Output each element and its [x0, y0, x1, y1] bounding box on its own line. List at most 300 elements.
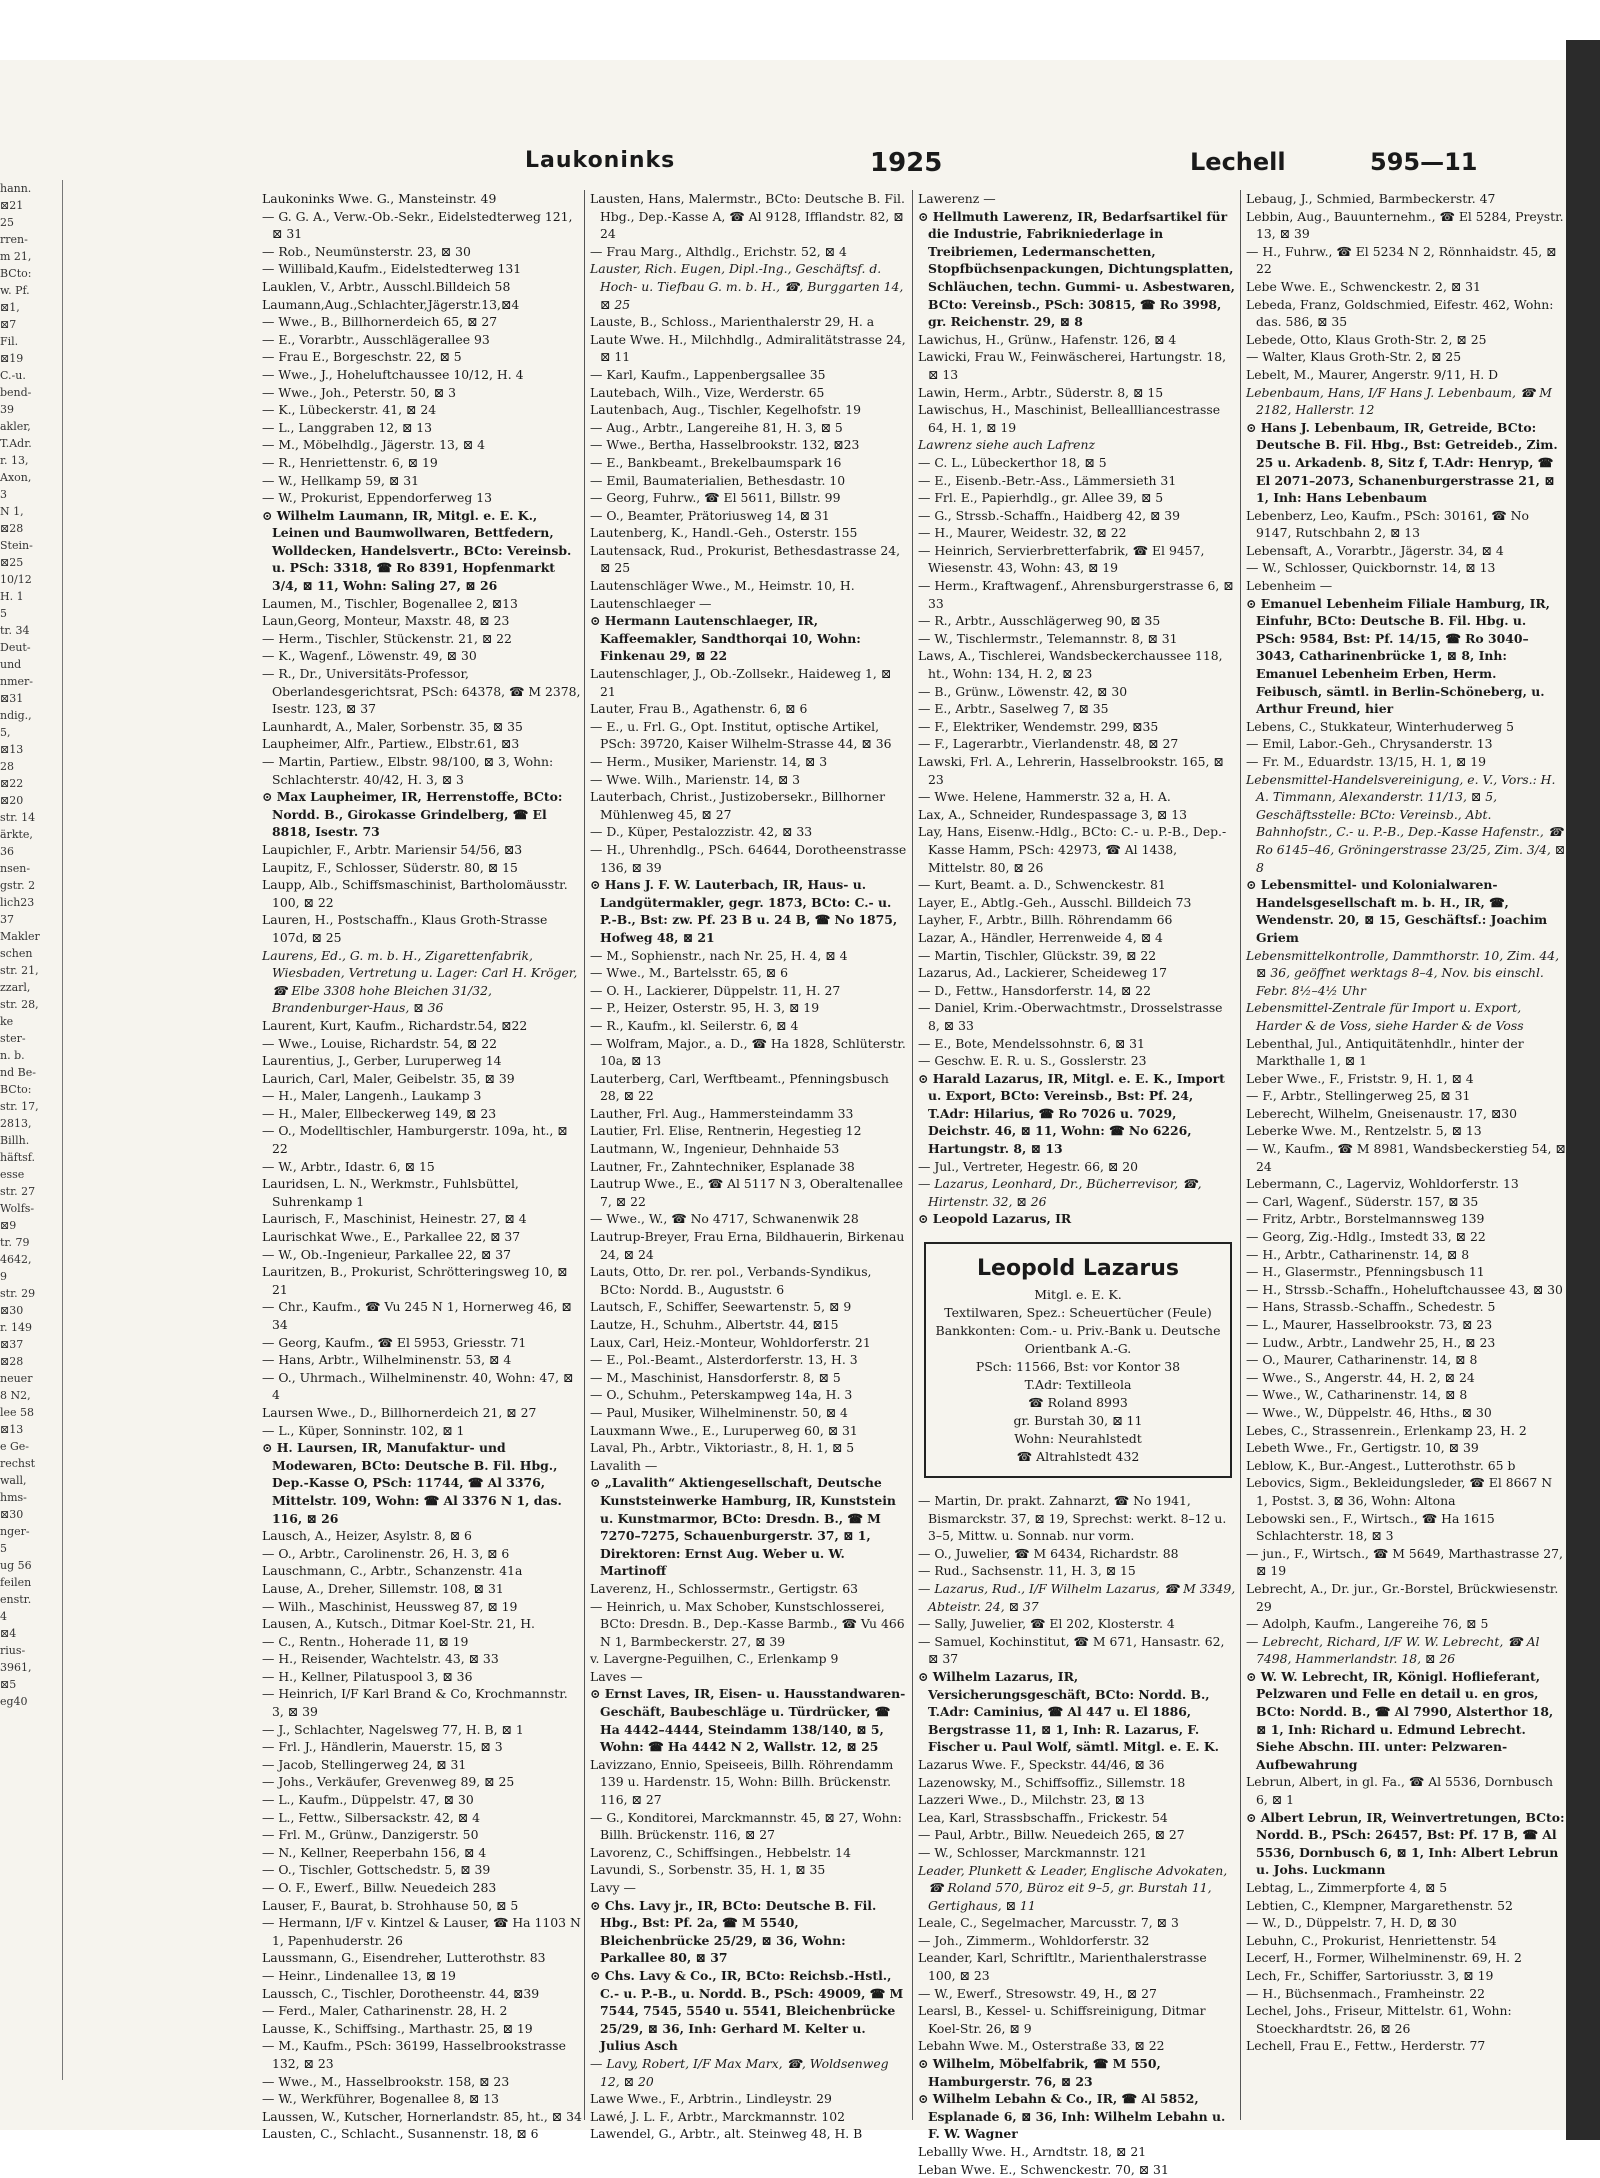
directory-entry: — Lebrecht, Richard, I/F W. W. Lebrecht, ☎ Al 7498, Hammerlandstr. 18, ⊠ 26: [1246, 1633, 1540, 1667]
fragment-line: Deut-: [0, 641, 31, 654]
directory-entry: Leballly Wwe. H., Arndtstr. 18, ⊠ 21: [918, 2144, 1147, 2159]
fragment-line: Billh.: [0, 1134, 30, 1147]
directory-entry: Lausse, K., Schiffsing., Marthastr. 25, ⊠ 19: [262, 2020, 533, 2036]
page-gutter-line: [62, 180, 63, 2080]
directory-entry: Lautenschlaeger —: [590, 595, 712, 611]
directory-entry: — Wwe., J., Hoheluftchaussee 10/12, H. 4: [262, 366, 524, 382]
column-rule: [1240, 190, 1241, 2120]
directory-entry: — H., Fuhrw., ☎ El 5234 N 2, Rönnhaidstr. 45, ⊠ 22: [1246, 243, 1557, 277]
directory-entry: — L., Kaufm., Düppelstr. 47, ⊠ 30: [262, 1792, 474, 1808]
directory-entry: — Wwe., Bertha, Hasselbrookstr. 132, ⊠23: [590, 437, 860, 453]
directory-entry: — jun., F., Wirtsch., ☎ M 5649, Marthastrasse 27, ⊠ 19: [1246, 1545, 1564, 1579]
ad-line: Wohn: Neurahlstedt: [1014, 1431, 1142, 1447]
directory-entry: Lecerf, H., Former, Wilhelminenstr. 69, H. 2: [1246, 1950, 1522, 1966]
fragment-line: n. b.: [0, 1049, 25, 1062]
fragment-line: nmer-: [0, 675, 33, 688]
fragment-line: tr. 79: [0, 1236, 30, 1249]
fragment-line: rren-: [0, 233, 28, 246]
directory-entry: Laval, Ph., Arbtr., Viktoriastr., 8, H. 1, ⊠ 5: [590, 1440, 855, 1456]
directory-entry: — K., Lübeckerstr. 41, ⊠ 24: [262, 402, 437, 418]
fragment-line: 39: [0, 403, 14, 416]
directory-entry: — J., Schlachter, Nagelsweg 77, H. B, ⊠ 1: [262, 1721, 524, 1737]
directory-entry: — Wwe., M., Hasselbrookstr. 158, ⊠ 23: [262, 2073, 510, 2089]
directory-entry: Lauts, Otto, Dr. rer. pol., Verbands-Syndikus, BCto: Nordd. B., Auguststr. 6: [590, 1264, 872, 1297]
directory-entry: Lautenschläger Wwe., M., Heimstr. 10, H.: [590, 578, 855, 594]
directory-entry: — H., Uhrenhdlg., PSch. 64644, Dorotheenstrasse 136, ⊠ 39: [590, 841, 907, 875]
directory-entry: Lay, Hans, Eisenw.-Hdlg., BCto: C.- u. P.-B., Dep.-Kasse Hamm, PSch: 42973, ☎ Al 1438, Mittelstr. 80, ⊠ 26: [918, 824, 1227, 875]
fragment-line: rius-: [0, 1644, 26, 1657]
fragment-line: str. 14: [0, 811, 36, 824]
directory-entry: ⊙ Leopold Lazarus, IR: [918, 1211, 1072, 1227]
header-left-word: Laukoninks: [525, 148, 676, 173]
directory-entry: ⊙ Max Laupheimer, IR, Herrenstoffe, BCto: Nordd. B., Girokasse Grindelberg, ☎ El 8818, Isestr. 73: [262, 789, 563, 840]
directory-entry: Lazenowsky, M., Schiffsoffiz., Sillemstr. 18: [918, 1774, 1186, 1790]
directory-entry: ⊙ Wilhelm Laumann, IR, Mitgl. e. E. K., Leinen und Baumwollwaren, Bettfedern, Wolldecken, Handelsvertr., BCto: Vereinsb. u. PSch: 3318, ☎ Ro 8391, Hopfenmarkt 3/4, ⊠ 11, Wohn: Saling 27, ⊠ 26: [262, 507, 572, 594]
fragment-line: BCto:: [0, 267, 32, 280]
directory-entry: Lavy —: [590, 1880, 636, 1895]
directory-entry: — Lazarus, Leonhard, Dr., Bücherrevisor, ☎, Hirtenstr. 32, ⊠ 26: [918, 1176, 1202, 1209]
directory-entry: — E., Bankbeamt., Brekelbaumspark 16: [590, 454, 842, 470]
directory-entry: — Hans, Arbtr., Wilhelminenstr. 53, ⊠ 4: [262, 1352, 512, 1368]
fragment-line: ⊠1,: [0, 301, 20, 314]
directory-entry: — R., Dr., Universitäts-Professor, Oberlandesgerichtsrat, PSch: 64378, ☎ M 2378, Isestr. 123, ⊠ 37: [262, 666, 581, 717]
fragment-line: wall,: [0, 1474, 27, 1487]
directory-entry: Lebenthal, Jul., Antiquitätenhdlr., hinter der Markthalle 1, ⊠ 1: [1246, 1035, 1524, 1069]
directory-entry: Lebbin, Aug., Bauunternehm., ☎ El 5284, Preystr. 13, ⊠ 39: [1246, 208, 1564, 242]
fragment-line: ⊠19: [0, 352, 24, 365]
fragment-line: hms-: [0, 1491, 27, 1504]
directory-entry: Lebenbaum, Hans, I/F Hans J. Lebenbaum, ☎ M 2182, Hallerstr. 12: [1246, 384, 1552, 418]
fragment-line: nger-: [0, 1525, 30, 1538]
directory-entry: — Wwe., Louise, Richardstr. 54, ⊠ 22: [262, 1035, 497, 1051]
directory-entry: — Kurt, Beamt. a. D., Schwenckestr. 81: [918, 877, 1166, 893]
directory-entry: Laussmann, G., Eisendreher, Lutterothstr. 83: [262, 1950, 546, 1966]
directory-entry: — Herm., Kraftwagenf., Ahrensburgerstrasse 6, ⊠ 33: [918, 578, 1234, 611]
directory-entry: Laves —: [590, 1668, 643, 1684]
fragment-line: esse: [0, 1168, 25, 1181]
fragment-line: 9: [0, 1270, 7, 1283]
fragment-line: ⊠37: [0, 1338, 24, 1351]
fragment-line: H. 1: [0, 590, 24, 603]
directory-entry: — Walter, Klaus Groth-Str. 2, ⊠ 25: [1246, 349, 1462, 365]
fragment-line: w. Pf.: [0, 284, 30, 297]
directory-entry: Lebrun, Albert, in gl. Fa., ☎ Al 5536, Dornbusch 6, ⊠ 1: [1246, 1774, 1553, 1808]
directory-entry: ⊙ „Lavalith“ Aktiengesellschaft, Deutsche Kunststeinwerke Hamburg, IR, Kunststein u. Kunstmarmor, BCto: Dresdn. B., ☎ M 7270–7275, Schauenburgerstr. 37, ⊠ 1, Direktoren: Ernst Aug. Weber u. W. Martinoff: [590, 1475, 896, 1579]
previous-page-fragment: [0, 180, 50, 2070]
directory-entry: — H., Büchsenmach., Framheinstr. 22: [1246, 1985, 1485, 2001]
fragment-line: bend-: [0, 386, 32, 399]
directory-entry: — Sally, Juwelier, ☎ El 202, Klosterstr. 4: [918, 1616, 1175, 1632]
fragment-line: N 1,: [0, 505, 24, 518]
header-right-word: Lechell: [1190, 148, 1286, 176]
ad-line: Mitgl. e. E. K.: [1034, 1287, 1122, 1303]
directory-entry: — Wwe., W., ☎ No 4717, Schwanenwik 28: [590, 1211, 859, 1227]
fragment-line: ⊠4: [0, 1627, 17, 1640]
directory-entry: — D., Fettw., Hansdorferstr. 14, ⊠ 22: [918, 982, 1151, 998]
page-number: 595—11: [1370, 148, 1478, 176]
directory-entry: — Wwe., M., Bartelsstr. 65, ⊠ 6: [590, 965, 788, 981]
directory-entry: — Wwe., S., Angerstr. 44, H. 2, ⊠ 24: [1246, 1369, 1475, 1385]
directory-entry: — M., Kaufm., PSch: 36199, Hasselbrookstrasse 132, ⊠ 23: [262, 2038, 566, 2071]
fragment-line: C.-u.: [0, 369, 26, 382]
directory-entry: Lebensaft, A., Vorarbtr., Jägerstr. 34, ⊠ 4: [1246, 542, 1504, 558]
fragment-line: gstr. 2: [0, 879, 36, 892]
directory-entry: — B., Grünw., Löwenstr. 42, ⊠ 30: [918, 683, 1128, 699]
directory-entry: Lauritzen, B., Prokurist, Schrötteringsweg 10, ⊠ 21: [262, 1264, 568, 1297]
directory-entry: Laukoninks Wwe. G., Mansteinstr. 49: [262, 191, 497, 206]
directory-entry: Lautenbach, Aug., Tischler, Kegelhofstr. 19: [590, 402, 861, 418]
directory-entry: Layer, E., Abtlg.-Geh., Ausschl. Billdeich 73: [918, 894, 1192, 910]
directory-entry: — Fritz, Arbtr., Borstelmannsweg 139: [1246, 1211, 1485, 1227]
directory-entry: Laurent, Kurt, Kaufm., Richardstr.54, ⊠22: [262, 1017, 528, 1033]
directory-entry: — L., Fettw., Silbersackstr. 42, ⊠ 4: [262, 1809, 480, 1825]
directory-entry: — Herm., Musiker, Marienstr. 14, ⊠ 3: [590, 754, 828, 769]
directory-entry: Leblow, K., Bur.-Angest., Lutterothstr. 65 b: [1246, 1457, 1516, 1473]
directory-entry: — C., Rentn., Hoherade 11, ⊠ 19: [262, 1633, 469, 1649]
directory-entry: ⊙ Harald Lazarus, IR, Mitgl. e. E. K., Import u. Export, BCto: Vereinsb., Bst: Pf. 24, T.Adr: Hilarius, ☎ Ro 7026 u. 7029, Deichstr. 46, ⊠ 11, Wohn: ☎ No 6226, Hartungstr. 8, ⊠ 13: [918, 1070, 1225, 1157]
scan-edge: [1566, 40, 1600, 2140]
directory-entry: Lawichus, H., Grünw., Hafenstr. 126, ⊠ 4: [918, 331, 1177, 347]
fragment-line: lee 58: [0, 1406, 35, 1419]
directory-entry: Lautsch, F., Schiffer, Seewartenstr. 5, ⊠ 9: [590, 1299, 852, 1315]
directory-entry: — H., Strssb.-Schaffn., Hoheluftchaussee 43, ⊠ 30: [1246, 1281, 1563, 1297]
directory-entry: Lausten, C., Schlacht., Susannenstr. 18, ⊠ 6: [262, 2126, 539, 2142]
fragment-line: r. 149: [0, 1321, 33, 1334]
directory-entry: Lauster, Rich. Eugen, Dipl.-Ing., Geschäftsf. d. Hoch- u. Tiefbau G. m. b. H., ☎, Burggarten 14, ⊠ 25: [590, 261, 904, 312]
directory-entry: ⊙ Hans J. Lebenbaum, IR, Getreide, BCto: Deutsche B. Fil. Hbg., Bst: Getreideb., Zim. 25 u. Arkadenb. 8, Sitz f, T.Adr: Henryp, ☎ El 2071–2073, Schanenburgerstrasse 21, ⊠ 1, Inh: Hans Lebenbaum: [1246, 419, 1558, 506]
advertisement-box: [924, 1242, 1232, 1478]
fragment-line: schen: [0, 947, 33, 960]
fragment-line: tr. 34: [0, 624, 30, 637]
directory-entry: — O., Beamter, Prätoriusweg 14, ⊠ 31: [590, 507, 830, 523]
directory-entry: — E., Vorarbtr., Ausschlägerallee 93: [262, 331, 490, 347]
fragment-line: ⊠20: [0, 794, 24, 807]
directory-entry: Lauter, Frau B., Agathenstr. 6, ⊠ 6: [590, 701, 808, 717]
directory-entry: ⊙ Hermann Lautenschlaeger, IR, Kaffeemakler, Sandthorqai 10, Wohn: Finkenau 29, ⊠ 22: [590, 613, 861, 664]
fragment-line: 36: [0, 845, 14, 858]
directory-entry: — Frl. J., Händlerin, Mauerstr. 15, ⊠ 3: [262, 1739, 503, 1755]
directory-column-1: [262, 190, 582, 2142]
directory-entry: Lauterberg, Carl, Werftbeamt., Pfenningsbusch 28, ⊠ 22: [590, 1070, 889, 1104]
directory-entry: Lebaug, J., Schmied, Barmbeckerstr. 47: [1246, 191, 1496, 206]
directory-entry: Lautenschlager, J., Ob.-Zollsekr., Haideweg 1, ⊠ 21: [590, 666, 892, 699]
directory-entry: — W., Werkführer, Bogenallee 8, ⊠ 13: [262, 2091, 500, 2107]
directory-entry: Lebowski sen., F., Wirtsch., ☎ Ha 1615 Schlachterstr. 18, ⊠ 3: [1246, 1510, 1495, 1544]
directory-entry: Lea, Karl, Strassbschaffn., Frickestr. 54: [918, 1809, 1168, 1825]
directory-entry: Lauste, B., Schloss., Marienthalerstr 29, H. a: [590, 314, 875, 330]
directory-entry: Lauxmann Wwe., E., Luruperweg 60, ⊠ 31: [590, 1422, 858, 1438]
directory-entry: — O., Schuhm., Peterskampweg 14a, H. 3: [590, 1387, 853, 1403]
directory-column-3: [918, 190, 1238, 2177]
fragment-line: Stein-: [0, 539, 33, 552]
directory-entry: — H., Arbtr., Catharinenstr. 14, ⊠ 8: [1246, 1246, 1470, 1262]
directory-entry: — Rud., Sachsenstr. 11, H. 3, ⊠ 15: [918, 1563, 1136, 1579]
directory-entry: Lawski, Frl. A., Lehrerin, Hasselbrookstr. 165, ⊠ 23: [918, 754, 1224, 787]
fragment-line: str. 17,: [0, 1100, 39, 1113]
directory-entry: — Martin, Dr. prakt. Zahnarzt, ☎ No 1941, Bismarckstr. 37, ⊠ 19, Sprechst: werkt. 8–12 u. 3–5, Mittw. u. Sonnab. nur vorm.: [918, 1493, 1227, 1544]
directory-entry: Lech, Fr., Schiffer, Sartoriusstr. 3, ⊠ 19: [1246, 1967, 1494, 1983]
directory-entry: ⊙ Lebensmittel- und Kolonialwaren-Handelsgesellschaft m. b. H., IR, ☎, Wendenstr. 20, ⊠ 15, Geschäftsf.: Joachim Griem: [1246, 877, 1548, 945]
fragment-line: 5: [0, 607, 7, 620]
directory-entry: ⊙ Chs. Lavy jr., IR, BCto: Deutsche B. Fil. Hbg., Bst: Pf. 2a, ☎ M 5540, Bleichenbrücke 25/29, ⊠ 36, Wohn: Parkallee 80, ⊠ 37: [590, 1897, 877, 1966]
column-rule: [584, 190, 585, 2120]
column-rule: [912, 190, 913, 2120]
directory-entry: Lebenberz, Leo, Kaufm., PSch: 30161, ☎ No 9147, Rutschbahn 2, ⊠ 13: [1246, 507, 1529, 541]
fragment-line: ke: [0, 1015, 14, 1028]
directory-entry: Lebtien, C., Klempner, Margarethenstr. 52: [1246, 1897, 1513, 1913]
directory-entry: — L., Maurer, Hasselbrookstr. 73, ⊠ 23: [1246, 1317, 1493, 1332]
ad-title: Leopold Lazarus: [977, 1256, 1179, 1282]
directory-entry: — Paul, Musiker, Wilhelminenstr. 50, ⊠ 4: [590, 1404, 848, 1420]
directory-entry: Lavundi, S., Sorbenstr. 35, H. 1, ⊠ 35: [590, 1862, 826, 1878]
directory-entry: Lawendel, G., Arbtr., alt. Steinweg 48, H. B: [590, 2126, 863, 2142]
directory-entry: — Wwe. Wilh., Marienstr. 14, ⊠ 3: [590, 771, 801, 787]
ad-line: Bankkonten: Com.- u. Priv.-Bank u. Deutsche Orientbank A.-G.: [935, 1323, 1221, 1357]
fragment-line: ster-: [0, 1032, 26, 1045]
directory-entry: — H., Kellner, Pilatuspool 3, ⊠ 36: [262, 1668, 473, 1684]
fragment-line: 5,: [0, 726, 11, 739]
fragment-line: eg40: [0, 1695, 28, 1708]
directory-entry: Lautrup-Breyer, Frau Erna, Bildhauerin, Birkenau 24, ⊠ 24: [590, 1229, 905, 1262]
directory-entry: Lauterbach, Christ., Justizobersekr., Billhorner Mühlenweg 45, ⊠ 27: [590, 789, 886, 822]
directory-entry: ⊙ Emanuel Lebenheim Filiale Hamburg, IR, Einfuhr, BCto: Deutsche B. Fil. Hbg. u. PSch: 9584, Bst: Pf. 14/15, ☎ Ro 3040–3043, Catharinenbrücke 1, ⊠ 8, Inh: Emanuel Lebenheim Erben, Herm. Feibusch, sämtl. in Berlin-Schöneberg, u. Arthur Freund, hier: [1246, 595, 1550, 717]
directory-entry: — Fr. M., Eduardstr. 13/15, H. 1, ⊠ 19: [1246, 754, 1486, 769]
directory-entry: — K., Wagenf., Löwenstr. 49, ⊠ 30: [262, 648, 477, 664]
directory-entry: — D., Küper, Pestalozzistr. 42, ⊠ 33: [590, 824, 813, 840]
directory-entry: — Wwe., Joh., Peterstr. 50, ⊠ 3: [262, 384, 457, 400]
directory-entry: — O., Maurer, Catharinenstr. 14, ⊠ 8: [1246, 1352, 1478, 1368]
directory-entry: — Martin, Partiew., Elbstr. 98/100, ⊠ 3, Wohn: Schlachterstr. 40/42, H. 3, ⊠ 3: [262, 754, 554, 787]
directory-entry: Lebensmittel-Zentrale für Import u. Export, Harder & de Voss, siehe Harder & de Voss: [1246, 1000, 1524, 1033]
column-3-upper: [918, 190, 1238, 1228]
directory-entry: — Georg, Zig.-Hdlg., Imstedt 33, ⊠ 22: [1246, 1229, 1486, 1245]
fragment-line: ⊠9: [0, 1219, 17, 1232]
ad-line: ☎ Roland 8993: [1028, 1395, 1128, 1411]
directory-entry: ⊙ Ernst Laves, IR, Eisen- u. Hausstandwaren-Geschäft, Baubeschläge u. Türdrücker, ☎ Ha 4442–4444, Steindamm 138/140, ⊠ 5, Wohn: ☎ Ha 4442 N 2, Wallstr. 12, ⊠ 25: [590, 1686, 906, 1755]
directory-entry: Laute Wwe. H., Milchhdlg., Admiralitätstrasse 24, ⊠ 11: [590, 331, 906, 365]
fragment-line: häftsf.: [0, 1151, 35, 1164]
directory-entry: Laurischkat Wwe., E., Parkallee 22, ⊠ 37: [262, 1229, 521, 1245]
fragment-line: akler,: [0, 420, 31, 433]
directory-entry: Lebuhn, C., Prokurist, Henriettenstr. 54: [1246, 1932, 1497, 1948]
directory-entry: Leale, C., Segelmacher, Marcusstr. 7, ⊠ 3: [918, 1915, 1179, 1931]
directory-entry: Lautrup Wwe., E., ☎ Al 5117 N 3, Oberaltenallee 7, ⊠ 22: [590, 1176, 903, 1209]
directory-entry: Lautner, Fr., Zahntechniker, Esplanade 38: [590, 1158, 855, 1174]
directory-entry: — Chr., Kaufm., ☎ Vu 245 N 1, Hornerweg 46, ⊠ 34: [262, 1299, 572, 1332]
fragment-line: ⊠7: [0, 318, 17, 331]
directory-entry: — G., Strssb.-Schaffn., Haidberg 42, ⊠ 39: [918, 507, 1181, 523]
directory-entry: — Hans, Strassb.-Schaffn., Schedestr. 5: [1246, 1299, 1496, 1315]
directory-entry: Lautensack, Rud., Prokurist, Bethesdastrasse 24, ⊠ 25: [590, 542, 901, 576]
directory-entry: — Willibald,Kaufm., Eidelstedterweg 131: [262, 261, 522, 277]
fragment-line: lich23: [0, 896, 35, 909]
directory-entry: — O., Arbtr., Carolinenstr. 26, H. 3, ⊠ 6: [262, 1545, 510, 1561]
directory-entry: — M., Möbelhdlg., Jägerstr. 13, ⊠ 4: [262, 437, 485, 453]
directory-entry: Lavorenz, C., Schiffsingen., Hebbelstr. 14: [590, 1844, 851, 1860]
directory-entry: — Frl. E., Papierhdlg., gr. Allee 39, ⊠ 5: [918, 490, 1164, 506]
directory-entry: — Herm., Tischler, Stückenstr. 21, ⊠ 22: [262, 630, 512, 646]
fragment-line: neuer: [0, 1372, 33, 1385]
fragment-line: Fil.: [0, 335, 19, 348]
directory-entry: Laupitz, F., Schlosser, Süderstr. 80, ⊠ 15: [262, 859, 518, 875]
directory-entry: Lawe Wwe., F., Arbtrin., Lindleystr. 29: [590, 2091, 832, 2107]
directory-entry: Lautmann, W., Ingenieur, Dehnhaide 53: [590, 1141, 840, 1157]
fragment-line: rechst: [0, 1457, 36, 1470]
fragment-line: str. 29: [0, 1287, 36, 1300]
fragment-line: 25: [0, 216, 14, 229]
directory-entry: — O., Juwelier, ☎ M 6434, Richardstr. 88: [918, 1545, 1179, 1561]
directory-entry: Laurich, Carl, Maler, Geibelstr. 35, ⊠ 39: [262, 1070, 515, 1086]
directory-entry: — Jul., Vertreter, Hegestr. 66, ⊠ 20: [918, 1158, 1139, 1174]
directory-entry: Lazzeri Wwe., D., Milchstr. 23, ⊠ 13: [918, 1792, 1145, 1808]
fragment-line: 5: [0, 1542, 7, 1555]
directory-entry: Laupheimer, Alfr., Partiew., Elbstr.61, ⊠3: [262, 736, 520, 752]
directory-entry: — Emil, Labor.-Geh., Chrysanderstr. 13: [1246, 736, 1493, 752]
directory-entry: Leber Wwe., F., Friststr. 9, H. 1, ⊠ 4: [1246, 1070, 1474, 1086]
directory-entry: — N., Kellner, Reeperbahn 156, ⊠ 4: [262, 1844, 487, 1860]
directory-entry: — Martin, Tischler, Glückstr. 39, ⊠ 22: [918, 947, 1157, 963]
directory-entry: Lause, A., Dreher, Sillemstr. 108, ⊠ 31: [262, 1580, 504, 1596]
directory-entry: — W., Schlosser, Marckmannstr. 121: [918, 1844, 1147, 1860]
directory-entry: Lawé, J. L. F., Arbtr., Marckmannstr. 102: [590, 2108, 846, 2124]
directory-entry: Leader, Plunkett & Leader, Englische Advokaten, ☎ Roland 570, Büroz eit 9–5, gr. Burstah 11, Gertighaus, ⊠ 11: [918, 1862, 1228, 1913]
directory-entry: Lebede, Otto, Klaus Groth-Str. 2, ⊠ 25: [1246, 331, 1487, 347]
directory-entry: Learsl, B., Kessel- u. Schiffsreinigung, Ditmar Koel-Str. 26, ⊠ 9: [918, 2003, 1206, 2036]
directory-entry: — W., D., Düppelstr. 7, H. D, ⊠ 30: [1246, 1915, 1457, 1931]
directory-entry: Lautebach, Wilh., Vize, Werderstr. 65: [590, 384, 825, 400]
directory-entry: Lawin, Herm., Arbtr., Süderstr. 8, ⊠ 15: [918, 384, 1164, 400]
directory-entry: — W., Ewerf., Stresowstr. 49, H., ⊠ 27: [918, 1985, 1157, 2001]
directory-entry: — Georg, Kaufm., ☎ El 5953, Griesstr. 71: [262, 1334, 527, 1350]
directory-entry: Lauser, F., Baurat, b. Strohhause 50, ⊠ 5: [262, 1897, 519, 1913]
directory-entry: — Wwe. Helene, Hammerstr. 32 a, H. A.: [918, 789, 1171, 805]
directory-entry: — C. L., Lübeckerthor 18, ⊠ 5: [918, 454, 1107, 470]
directory-entry: — O., Tischler, Gottschedstr. 5, ⊠ 39: [262, 1862, 491, 1878]
directory-entry: — G., Konditorei, Marckmannstr. 45, ⊠ 27, Wohn: Billh. Brückenstr. 116, ⊠ 27: [590, 1809, 902, 1843]
column-3-lower: [918, 1492, 1238, 2178]
fragment-line: ⊠5: [0, 1678, 17, 1691]
directory-entry: Leberke Wwe. M., Rentzelstr. 5, ⊠ 13: [1246, 1123, 1482, 1139]
ad-line: gr. Burstah 30, ⊠ 11: [1013, 1413, 1143, 1429]
directory-entry: Leander, Karl, Schriftltr., Marienthalerstrasse 100, ⊠ 23: [918, 1950, 1207, 1984]
directory-entry: Lausen, A., Kutsch., Ditmar Koel-Str. 21, H.: [262, 1616, 535, 1632]
directory-column-2: [590, 190, 910, 2142]
directory-entry: — Wwe., W., Düppelstr. 46, Hths., ⊠ 30: [1246, 1404, 1492, 1420]
directory-entry: Lebes, C., Strassenrein., Erlenkamp 23, H. 2: [1246, 1422, 1527, 1438]
directory-entry: — P., Heizer, Osterstr. 95, H. 3, ⊠ 19: [590, 1000, 820, 1016]
ad-line: Textilwaren, Spez.: Scheuertücher (Feule): [944, 1305, 1212, 1321]
directory-entry: Laumann,Aug.,Schlachter,Jägerstr.13,⊠4: [262, 296, 520, 312]
directory-entry: Lauren, H., Postschaffn., Klaus Groth-Strasse 107d, ⊠ 25: [262, 912, 548, 945]
directory-entry: ⊙ H. Laursen, IR, Manufaktur- und Modewaren, BCto: Deutsche B. Fil. Hbg., Dep.-Kasse O, PSch: 11744, ☎ Al 3376, Mittelstr. 109, Wohn: ☎ Al 3376 N 1, das. 116, ⊠ 26: [262, 1440, 562, 1526]
directory-entry: — Heinrich, u. Max Schober, Kunstschlosserei, BCto: Dresdn. B., Dep.-Kasse Barmb., ☎ Vu 466 N 1, Barmbeckerstr. 27, ⊠ 39: [590, 1598, 905, 1649]
fragment-line: 4642,: [0, 1253, 32, 1266]
fragment-line: ⊠31: [0, 692, 24, 705]
directory-entry: Lauklen, V., Arbtr., Ausschl.Billdeich 58: [262, 278, 511, 294]
fragment-line: ⊠30: [0, 1508, 24, 1521]
directory-entry: — W., Arbtr., Idastr. 6, ⊠ 15: [262, 1158, 435, 1174]
directory-entry: — W., Schlosser, Quickbornstr. 14, ⊠ 13: [1246, 560, 1496, 576]
directory-entry: — W., Prokurist, Eppendorferweg 13: [262, 490, 492, 506]
ad-line: T.Adr: Textilleola: [1024, 1377, 1132, 1393]
fragment-line: e Ge-: [0, 1440, 30, 1453]
directory-entry: ⊙ Albert Lebrun, IR, Weinvertretungen, BCto: Nordd. B., PSch: 26457, Bst: Pf. 17 B, ☎ Al 5536, Dornbusch 6, ⊠ 1, Inh: Albert Lebrun u. Johs. Luckmann: [1246, 1809, 1565, 1878]
directory-entry: Lauridsen, L. N., Werkmstr., Fuhlsbüttel, Suhrenkamp 1: [262, 1176, 519, 1209]
fragment-line: Wolfs-: [0, 1202, 35, 1215]
directory-entry: — E., Pol.-Beamt., Alsterdorferstr. 13, H. 3: [590, 1352, 858, 1368]
directory-entry: Leberecht, Wilhelm, Gneisenaustr. 17, ⊠30: [1246, 1105, 1517, 1121]
directory-entry: Lavizzano, Ennio, Speiseeis, Billh. Röhrendamm 139 u. Hardenstr. 15, Wohn: Billh. Brückenstr. 116, ⊠ 27: [590, 1756, 894, 1808]
directory-entry: Lawrenz siehe auch Lafrenz: [918, 437, 1096, 453]
directory-entry: — H., Maler, Langenh., Laukamp 3: [262, 1088, 482, 1104]
fragment-line: 3961,: [0, 1661, 32, 1674]
directory-entry: — Lavy, Robert, I/F Max Marx, ☎, Woldsenweg 12, ⊠ 20: [590, 2055, 889, 2089]
directory-entry: — Wwe., B., Billhornerdeich 65, ⊠ 27: [262, 314, 498, 330]
directory-entry: Lebrecht, A., Dr. jur., Gr.-Borstel, Brückwiesenstr. 29: [1246, 1580, 1559, 1614]
directory-entry: — Heinrich, Servierbretterfabrik, ☎ El 9457, Wiesenstr. 43, Wohn: 43, ⊠ 19: [918, 542, 1205, 576]
directory-entry: ⊙ Wilhelm Lazarus, IR, Versicherungsgeschäft, BCto: Nordd. B., T.Adr: Caminius, ☎ Al 447 u. El 1886, Bergstrasse 11, ⊠ 1, Inh: R. Lazarus, F. Fischer u. Paul Wolf, sämtl. Mitgl. e. E. K.: [918, 1668, 1219, 1755]
fragment-line: zzarl,: [0, 981, 31, 994]
directory-entry: — H., Maler, Ellbeckerweg 149, ⊠ 23: [262, 1105, 497, 1121]
directory-entry: — R., Henriettenstr. 6, ⊠ 19: [262, 454, 438, 470]
directory-entry: Laux, Carl, Heiz.-Monteur, Wohldorferstr. 21: [590, 1334, 871, 1350]
directory-entry: Lawerenz —: [918, 191, 996, 206]
directory-entry: Lebtag, L., Zimmerpforte 4, ⊠ 5: [1246, 1880, 1448, 1895]
directory-entry: Launhardt, A., Maler, Sorbenstr. 35, ⊠ 35: [262, 718, 523, 734]
directory-entry: — F., Elektriker, Wendemstr. 299, ⊠35: [918, 718, 1159, 734]
directory-entry: Lebeth Wwe., Fr., Gertigstr. 10, ⊠ 39: [1246, 1440, 1479, 1456]
directory-entry: — Ludw., Arbtr., Landwehr 25, H., ⊠ 23: [1246, 1334, 1496, 1350]
directory-entry: Laussch, C., Tischler, Dorotheenstr. 44, ⊠39: [262, 1985, 540, 2001]
directory-entry: — W., Ob.-Ingenieur, Parkallee 22, ⊠ 37: [262, 1246, 512, 1262]
directory-entry: Lebeda, Franz, Goldschmied, Eifestr. 462, Wohn: das. 586, ⊠ 35: [1246, 296, 1554, 330]
header-year: 1925: [870, 148, 943, 178]
directory-entry: — Joh., Zimmerm., Wohldorferstr. 32: [918, 1932, 1150, 1948]
directory-entry: — Jacob, Stellingerweg 24, ⊠ 31: [262, 1756, 467, 1772]
directory-entry: — H., Reisender, Wachtelstr. 43, ⊠ 33: [262, 1651, 499, 1667]
fragment-line: ⊠25: [0, 556, 24, 569]
directory-entry: — Frl. M., Grünw., Danzigerstr. 50: [262, 1827, 479, 1843]
fragment-line: ndig.,: [0, 709, 32, 722]
directory-entry: — Georg, Fuhrw., ☎ El 5611, Billstr. 99: [590, 490, 841, 506]
fragment-line: ⊠22: [0, 777, 24, 790]
fragment-line: ärkte,: [0, 828, 33, 841]
directory-entry: Lazarus Wwe. F., Speckstr. 44/46, ⊠ 36: [918, 1756, 1165, 1772]
directory-entry: Lechell, Frau E., Fettw., Herderstr. 77: [1246, 2038, 1486, 2054]
directory-entry: — E., Arbtr., Saselweg 7, ⊠ 35: [918, 701, 1109, 717]
directory-entry: Lausten, Hans, Malermstr., BCto: Deutsche B. Fil. Hbg., Dep.-Kasse A, ☎ Al 9128, Ifflandstr. 82, ⊠ 24: [590, 191, 905, 242]
directory-entry: — Emil, Baumaterialien, Bethesdastr. 10: [590, 472, 846, 488]
fragment-line: ⊠13: [0, 743, 24, 756]
directory-entry: Lauschmann, C., Arbtr., Schanzenstr. 41a: [262, 1563, 523, 1579]
fragment-line: 10/12: [0, 573, 32, 586]
directory-entry: Laupichler, F., Arbtr. Mariensir 54/56, ⊠3: [262, 841, 523, 857]
directory-entry: — Paul, Arbtr., Billw. Neuedeich 265, ⊠ 27: [918, 1827, 1185, 1843]
directory-entry: Lawischus, H., Maschinist, Belleallliancestrasse 64, H. 1, ⊠ 19: [918, 402, 1221, 435]
directory-entry: Laurentius, J., Gerber, Luruperweg 14: [262, 1053, 502, 1069]
directory-entry: — Geschw. E. R. u. S., Gosslerstr. 23: [918, 1053, 1147, 1069]
directory-entry: Laurens, Ed., G. m. b. H., Zigarettenfabrik, Wiesbaden, Vertretung u. Lager: Carl H. Kröger, ☎ Elbe 3308 hohe Bleichen 31/32, Brandenburger-Haus, ⊠ 36: [262, 947, 578, 1016]
directory-entry: Layher, F., Arbtr., Billh. Röhrendamm 66: [918, 912, 1173, 928]
fragment-line: 37: [0, 913, 14, 926]
directory-entry: Lawicki, Frau W., Feinwäscherei, Hartungstr. 18, ⊠ 13: [918, 349, 1227, 382]
directory-entry: Lebahn Wwe. M., Osterstraße 33, ⊠ 22: [918, 2038, 1165, 2054]
fragment-line: ⊠21: [0, 199, 24, 212]
directory-entry: — E., Eisenb.-Betr.-Ass., Lämmersieth 31: [918, 472, 1177, 488]
fragment-line: feilen: [0, 1576, 32, 1589]
directory-entry: — Heinr., Lindenallee 13, ⊠ 19: [262, 1967, 456, 1983]
directory-entry: ⊙ Chs. Lavy & Co., IR, BCto: Reichsb.-Hstl., C.- u. P.-B., u. Nordd. B., PSch: 49009, ☎ M 7544, 7545, 5540 u. 5541, Bleichenbrücke 25/29, ⊠ 36, Inh: Gerhard M. Kelter u. Julius Asch: [590, 1967, 904, 2054]
